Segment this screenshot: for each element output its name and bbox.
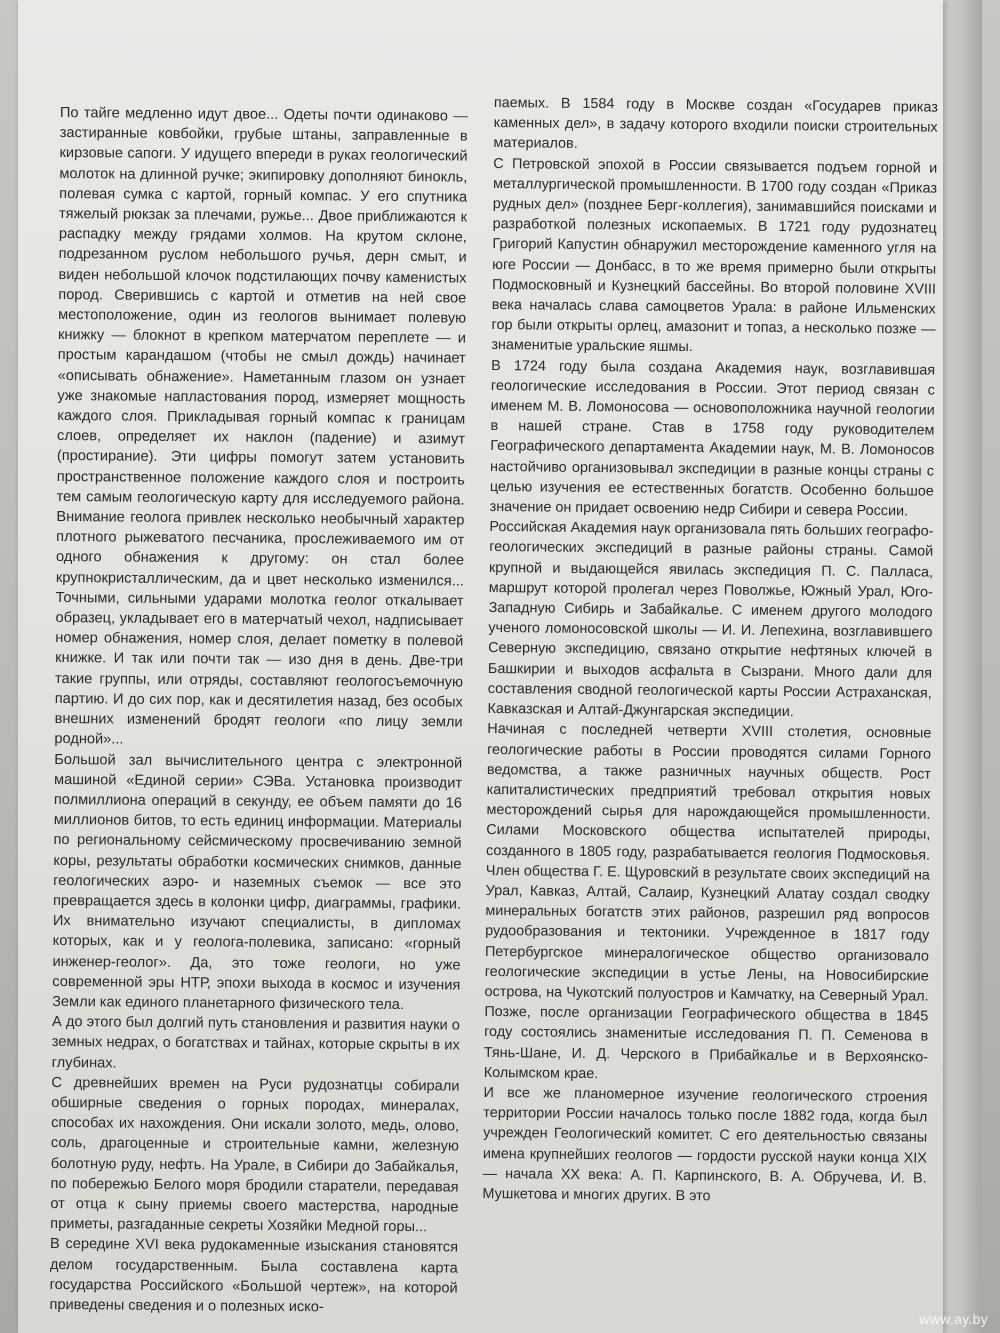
paragraph: С древнейших времен на Руси рудознатцы собирали обширные сведения о горных породах, минералах, способах их нахождения. Они искали золото, медь, олово, соль, драгоценные и строительные камни, железную болотную руду, нефть. На Урале, в Сибири до Забайкалья, по побережью Белого моря бродили старатели, передавая от отца к сыну приемы своего мастерства, народные приметы, разгаданные секреты Хозяйки Медной горы... — [50, 1074, 460, 1236]
paragraph: С Петровской эпохой в России связывается подъем горной и металлургической промышленности. В 1700 году создан «Приказ рудных дел» (позднее Берг-коллегия), занимавшийся поисками и разработкой полезных ископаемых. В 1721 году рудознатец Григорий Капустин обнаружил месторождение каменного угля на юге России — Донбасс, в то же время примерно были открыты Подмосковный и Кузнецкий бассейны. Во второй половине XVIII века началась слава самоцветов Урала: в районе Ильменских гор были открыты орлец, амазонит и топаз, а несколько позже — знаменитые уральские яшмы. — [491, 155, 938, 356]
paragraph: И все же планомерное изучение геологического строения территории России началось только после 1882 года, когда был учрежден Геологический комитет. С его деятельностью связаны имена крупнейших геологов — гордости русской науки конца XIX — начала XX века: А. П. Карпинского, В. А. Обручева, И. В. Мушкетова и многих других. В это — [482, 1084, 928, 1205]
paragraph: паемых. В 1584 году в Москве создан «Государев приказ каменных дел», в задачу которого входили поиски строительных материалов. — [493, 94, 938, 153]
paragraph: Большой зал вычислительного центра с электронной машиной «Единой серии» СЭВа. Установка производит полмиллиона операций в секунду, ее объем памяти до 16 миллионов битов, то есть единиц информации. Материалы по региональному сейсмическому просвечиванию земной коры, результаты обработки космических снимков, данные геологических аэро- и наземных съемок — все это превращается здесь в колонки цифр, диаграммы, графики. Их внимательно изучают специалисты, в дипломах которых, как и у геолога-полевика, записано: «горный инженер-геолог». Да, это тоже геологи, но уже современной эры НТР, эпохи выхода в космос и изучения Земли как единого планетарного физического тела. — [52, 751, 463, 1013]
paragraph: Начиная с последней четверти XVIII столетия, основные геологические работы в России проводятся силами Горного ведомства, а также разничных научных обществ. Рост капиталистических предприятий требовал открытия новых месторождений сырья для нарождающейся промышленности. Силами Московского общества испытателей природы, созданного в 1805 году, разрабатывается геология Подмосковья. Член общества Г. Е. Щуровский в результате своих экспедиций на Урал, Кавказ, Алтай, Салаир, Кузнецкий Алатау создал сводку минеральных богатств этих районов, разрешил ряд вопросов рудообразования и тектоники. Учрежденное в 1817 году Петербургское минералогическое общество организовало геологические экспедиции в устье Лены, на Новосибирские острова, на Чукотский полуостров и Камчатку, на Северный Урал. Позже, после организации Географического общества в 1845 году состоялись знаменитые исследования П. П. Семенова в Тянь-Шане, И. Д. Черского в Прибайкалье и в Верхоянско-Колымском крае. — [483, 721, 932, 1082]
paragraph: В середине XVI века рудокаменные изыскания становятся делом государственным. Была составлена карта государства Российского «Большой чертеж», на которой приведены сведения и о полезных иско- — [49, 1236, 459, 1316]
left-text-column — [49, 103, 468, 1319]
paragraph: В 1724 году была создана Академия наук, возглавившая геологические исследования в России. Этот период связан с именем М. В. Ломоносова — основоположника научной геологии в нашей стране. Став в 1758 году руководителем Географического департамента Академии наук, М. В. Ломоносов настойчиво организовывал экспедиции в разные концы страны с целью изучения ее естественных богатств. Особенно большое значение он придает освоению недр Сибири и севера России. — [489, 357, 936, 520]
watermark: www.ay.by — [919, 1311, 988, 1327]
right-text-column — [482, 93, 938, 1209]
paragraph: Российская Академия наук организовала пять больших географо-геологических экспедиций в разные районы страны. Самой крупной и выдающейся явилась экспедиция П. С. Палласа, маршрут которой пролегал через Поволжье, Южный Урал, Юго-Западную Сибирь и Забайкалье. С именем другого молодого ученого ломоносовской школы — И. И. Лепехина, возглавившего Северную экспедицию, связано открытие нефтяных ключей в Башкирии и выходов асфальта в Сызрани. Много дали для составления сводной геологической карты России Астраханская, Кавказская и Алтай-Джунгарская экспедиции. — [487, 519, 934, 721]
paragraph: По тайге медленно идут двое... Одеты почти одинаково — застиранные ковбойки, грубые штаны, заправленные в кирзовые сапоги. У идущего впереди в руках геологический молоток на длинной ручке; экипировку дополняют бинокль, полевая сумка с картой, горный компас. У его спутника тяжелый рюкзак за плечами, ружье... Двое приближаются к распадку между грядами холмов. На крутом склоне, подрезанном руслом небольшого ручья, дерн смыт, и виден небольшой клочок подстилающих почву каменистых пород. Сверившись с картой и отметив на ней свое местоположение, один из геологов вынимает полевую книжку — блокнот в крепком матерчатом переплете — и простым карандашом (чтобы не смыл дождь) начинает «описывать обнажение». Наметанным глазом он узнает уже знакомые напластования пород, измеряет мощность каждого слоя. Прикладывая горный компас к границам слоев, определяет их наклон (падение) и азимут (простирание). Эти цифры помогут затем установить пространственное положение каждого слоя и построить тем самым геологическую карту для исследуемого района. Внимание геолога привлек несколько необычный характер плотного рыжеватого песчаника, прослеживаемого им от одного обнажения к другому: он стал более крупнокристаллическим, да и цвет несколько изменился... Точными, сильными ударами молотка геолог откалывает образец, укладывает его в матерчатый чехол, надписывает номер обнажения, номер слоя, делает пометку в полевой книжке. И так или почти так — изо дня в день. Две-три такие группы, или отряды, составляют геологосъемочную партию. И до сих пор, как и десятилетия назад, без особых внешних изменений бродят геологи «по лицу земли родной»... — [54, 104, 468, 748]
paragraph: А до этого был долгий путь становления и развития науки о земных недрах, о богатствах и тайнах, которые скрыты в их глубинах. — [51, 1014, 461, 1072]
